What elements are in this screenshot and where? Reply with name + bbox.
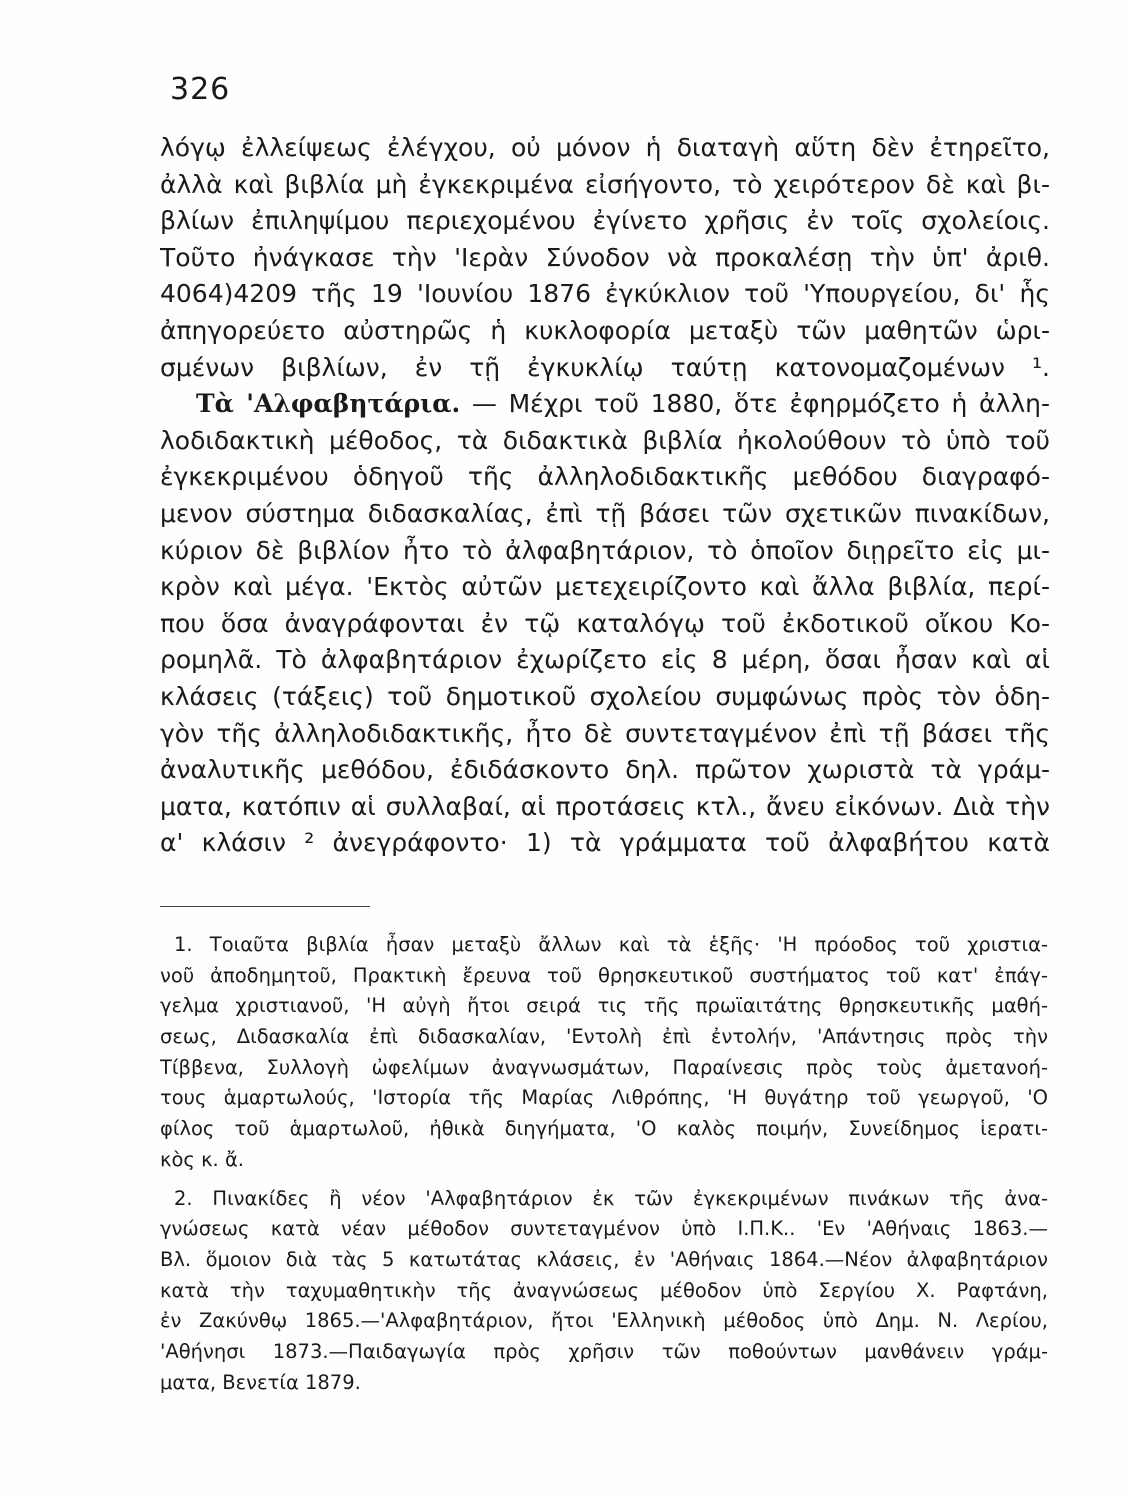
text-line: ἀπηγορεύετο αὐστηρῶς ἡ κυκλοφορία μεταξὺ τῶν μαθητῶν ὡρι- — [160, 315, 1050, 345]
footnote-1-line: Τίββενα, Συλλογὴ ὠφελίμων ἀναγνωσμάτων, Παραίνεσις πρὸς τοὺς ἀμετανοή- — [160, 1055, 1048, 1079]
text-line: λόγῳ ἐλλείψεως ἐλέγχου, οὐ μόνον ἡ διαταγὴ αὕτη δὲν ἐτηρεῖτο, — [160, 133, 1050, 162]
section-first-line-text: — Μέχρι τοῦ 1880, ὅτε ἐφηρμόζετο ἡ ἀλλη- — [471, 389, 1050, 419]
text-line: βλίων ἐπιληψίμου περιεχομένου ἐγίνετο χρῆσις ἐν τοῖς σχολείοις. — [160, 206, 1050, 236]
footnote-2-line: ἐν Ζακύνθῳ 1865.—'Αλφαβητάριον, ἤτοι 'Ελληνικὴ μέθοδος ὑπὸ Δημ. Ν. Λερίου, — [160, 1309, 1048, 1333]
text-line: ἀναλυτικῆς μεθόδου, ἐδιδάσκοντο δηλ. πρῶτον χωριστὰ τὰ γράμ- — [160, 755, 1050, 785]
footnotes — [160, 930, 1048, 1398]
text-line: μενον σύστημα διδασκαλίας, ἐπὶ τῇ βάσει τῶν σχετικῶν πινακίδων, — [160, 498, 1050, 528]
section-first-line — [160, 386, 1050, 423]
text-line: κύριον δὲ βιβλίον ἦτο τὸ ἀλφαβητάριον, τὸ ὁποῖον διῃρεῖτο εἰς μι- — [160, 535, 1050, 565]
text-line: α' κλάσιν ² ἀνεγράφοντο· 1) τὰ γράμματα τοῦ ἀλφαβήτου κατὰ — [160, 828, 1050, 858]
footnote-2-line: γνώσεως κατὰ νέαν μέθοδον συντεταγμένον ὑπὸ Ι.Π.Κ.. 'Εν 'Αθήναις 1863.— — [160, 1217, 1048, 1241]
main-text — [160, 130, 1050, 862]
footnote-1-line: 1. Τοιαῦτα βιβλία ἦσαν μεταξὺ ἄλλων καὶ τὰ ἑξῆς· 'Η πρόοδος τοῦ χριστια- — [174, 933, 1048, 956]
text-line: Τοῦτο ἠνάγκασε τὴν 'Ιερὰν Σύνοδον νὰ προκαλέσῃ τὴν ὑπ' ἀριθ. — [160, 242, 1050, 272]
text-line: κλάσεις (τάξεις) τοῦ δημοτικοῦ σχολείου συμφώνως πρὸς τὸν ὁδη- — [160, 681, 1050, 711]
text-line: σμένων βιβλίων, ἐν τῇ ἐγκυκλίῳ ταύτῃ κατονομαζομένων ¹. — [160, 352, 1050, 382]
footnote-2-line: 'Αθήνησι 1873.—Παιδαγωγία πρὸς χρῆσιν τῶν ποθούντων μανθάνειν γράμ- — [160, 1339, 1048, 1363]
footnote-divider — [160, 906, 370, 907]
footnote-1-line: νοῦ ἀποδημητοῦ, Πρακτικὴ ἔρευνα τοῦ θρησκευτικοῦ συστήματος τοῦ κατ' ἐπάγ- — [160, 963, 1048, 987]
footnote-1-line: γελμα χριστιανοῦ, 'Η αὐγὴ ἤτοι σειρά τις τῆς πρωϊαιτάτης θρησκευτικῆς μαθή- — [160, 994, 1048, 1018]
text-line: 4064)4209 τῆς 19 'Ιουνίου 1876 ἐγκύκλιον τοῦ 'Υπουργείου, δι' ἧς — [160, 279, 1050, 309]
text-line: ματα, κατόπιν αἱ συλλαβαί, αἱ προτάσεις κτλ., ἄνευ εἰκόνων. Διὰ τὴν — [160, 791, 1050, 821]
footnote-2-line: 2. Πινακίδες ἢ νέον 'Αλφαβητάριον ἐκ τῶν ἐγκεκριμένων πινάκων τῆς ἀνα- — [174, 1186, 1048, 1210]
footnote-1-line: φίλος τοῦ ἁμαρτωλοῦ, ἠθικὰ διηγήματα, 'Ο καλὸς ποιμήν, Συνείδημος ἱερατι- — [160, 1117, 1048, 1141]
text-line: γὸν τῆς ἀλληλοδιδακτικῆς, ἦτο δὲ συντεταγμένον ἐπὶ τῇ βάσει τῆς — [160, 718, 1050, 748]
footnote-gap — [160, 1176, 1048, 1184]
section-heading: Τὰ 'Αλφαβητάρια. — [196, 389, 461, 419]
text-line: ρομηλᾶ. Τὸ ἀλφαβητάριον ἐχωρίζετο εἰς 8 μέρη, ὅσαι ἦσαν καὶ αἱ — [160, 645, 1050, 675]
text-line: κρὸν καὶ μέγα. 'Εκτὸς αὐτῶν μετεχειρίζοντο καὶ ἄλλα βιβλία, περί- — [160, 572, 1050, 602]
text-line: λοδιδακτικὴ μέθοδος, τὰ διδακτικὰ βιβλία ἠκολούθουν τὸ ὑπὸ τοῦ — [160, 425, 1050, 455]
footnote-2-line: Βλ. ὅμοιον διὰ τὰς 5 κατωτάτας κλάσεις, ἐν 'Αθήναις 1864.—Νέον ἀλφαβητάριον — [160, 1247, 1048, 1271]
footnote-1-line: τους ἁμαρτωλούς, 'Ιστορία τῆς Μαρίας Λιθρόπης, 'Η θυγάτηρ τοῦ γεωργοῦ, 'Ο — [160, 1086, 1048, 1110]
text-line: που ὅσα ἀναγράφονται ἐν τῷ καταλόγῳ τοῦ ἐκδοτικοῦ οἴκου Κο- — [160, 608, 1050, 638]
footnote-1-line: κὸς κ. ἄ. — [160, 1147, 245, 1171]
text-line: ἀλλὰ καὶ βιβλία μὴ ἐγκεκριμένα εἰσήγοντο, τὸ χειρότερον δὲ καὶ βι- — [160, 169, 1050, 199]
footnote-1-line: σεως, Διδασκαλία ἐπὶ διδασκαλίαν, 'Εντολὴ ἐπὶ ἐντολήν, 'Απάντησις πρὸς τὴν — [160, 1025, 1048, 1049]
footnote-2-line: κατὰ τὴν ταχυμαθητικὴν τῆς ἀναγνώσεως μέθοδον ὑπὸ Σεργίου Χ. Ραφτάνη, — [160, 1278, 1048, 1302]
text-line: ἐγκεκριμένου ὁδηγοῦ τῆς ἀλληλοδιδακτικῆς μεθόδου διαγραφό- — [160, 462, 1050, 492]
page-number: 326 — [170, 72, 231, 107]
footnote-2-line: ματα, Βενετία 1879. — [160, 1370, 361, 1394]
